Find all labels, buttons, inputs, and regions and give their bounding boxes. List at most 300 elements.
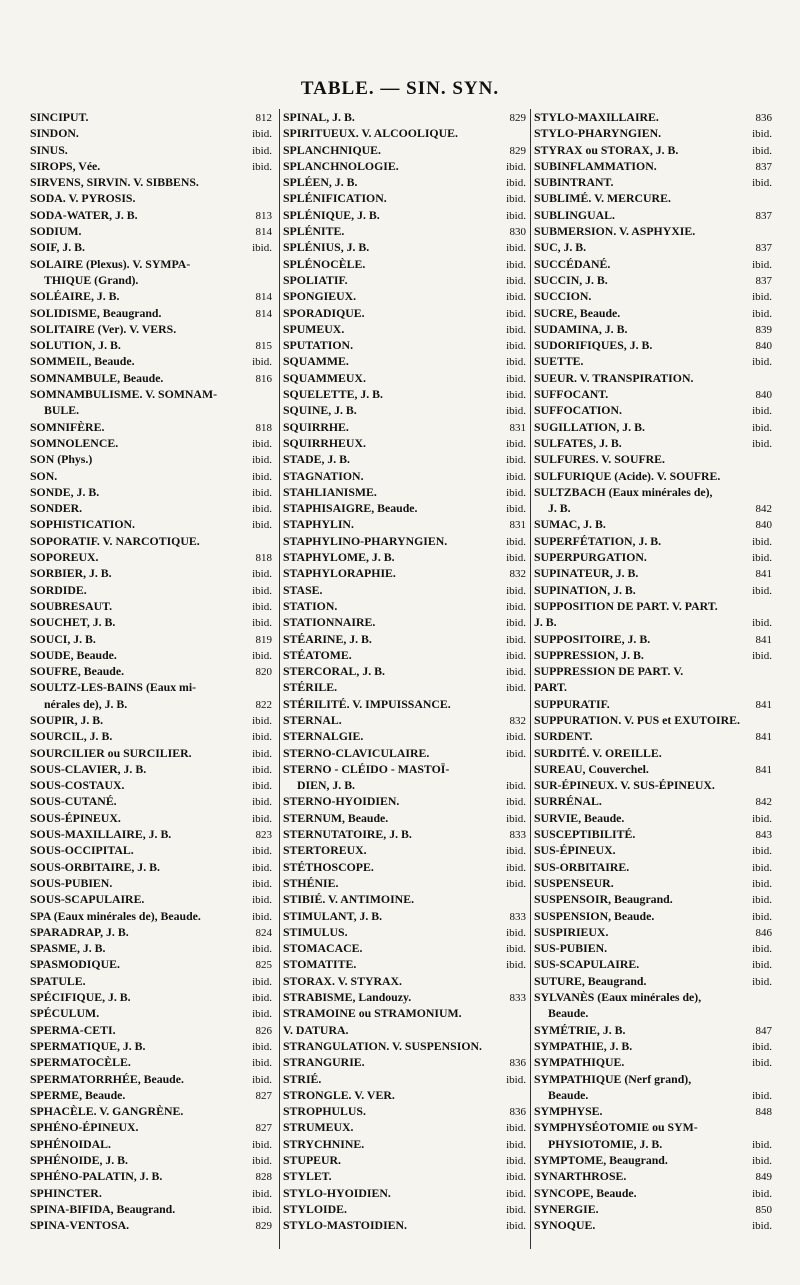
entry-page: ibid. xyxy=(506,454,526,467)
entry-term: STERNO - CLÉIDO - MASTOÏ- xyxy=(283,761,450,776)
entry-term: SUBLINGUAL. xyxy=(534,207,615,222)
index-entry xyxy=(30,875,272,891)
index-entry xyxy=(283,1071,526,1087)
entry-page: ibid. xyxy=(506,209,526,222)
entry-term: SIROPS, Vée. xyxy=(30,158,101,173)
index-entry xyxy=(283,533,526,549)
entry-page: ibid. xyxy=(506,617,526,630)
index-entry xyxy=(534,956,772,972)
entry-page: ibid. xyxy=(752,291,772,304)
entry-term: STHÉNIE. xyxy=(283,875,339,890)
entry-term: SOULTZ-LES-BAINS (Eaux mi- xyxy=(30,680,197,695)
entry-term: SORDIDE. xyxy=(30,582,87,597)
entry-page: ibid. xyxy=(252,617,272,630)
entry-term: SURRÉNAL. xyxy=(534,794,602,809)
entry-page: ibid. xyxy=(752,617,772,630)
entry-term: SUTURE, Beaugrand. xyxy=(534,973,647,988)
entry-page: 819 xyxy=(255,633,272,646)
entry-term: SOMNIFÈRE. xyxy=(30,419,105,434)
entry-term: SON (Phys.) xyxy=(30,452,93,467)
entry-term: SPERME, Beaude. xyxy=(30,1087,126,1102)
index-entry xyxy=(283,891,526,907)
index-entry xyxy=(534,1054,772,1070)
entry-term: SUREAU, Couverchel. xyxy=(534,761,649,776)
index-entry xyxy=(283,647,526,663)
entry-page: ibid. xyxy=(506,796,526,809)
entry-term: SQUIRRHE. xyxy=(283,419,349,434)
entry-term: PHYSIOTOMIE, J. B. xyxy=(548,1136,663,1151)
entry-page: ibid. xyxy=(252,731,272,744)
entry-term: SOUS-MAXILLAIRE, J. B. xyxy=(30,827,172,842)
index-entry xyxy=(30,598,272,614)
index-entry xyxy=(30,516,272,532)
index-entry xyxy=(30,239,272,255)
entry-term: STYLO-HYOIDIEN. xyxy=(283,1185,391,1200)
index-entry xyxy=(30,973,272,989)
index-column-1 xyxy=(30,109,272,1249)
entry-term: SPHACÈLE. V. GANGRÈNE. xyxy=(30,1104,184,1119)
entry-term: SUS-ÉPINEUX. xyxy=(534,843,616,858)
index-entry xyxy=(534,940,772,956)
entry-page: 841 xyxy=(755,731,772,744)
entry-term: THIQUE (Grand). xyxy=(44,272,139,287)
entry-term: SPLÉNOCÈLE. xyxy=(283,256,366,271)
index-entry xyxy=(534,1136,772,1152)
entry-term: SPHÉNOIDAL. xyxy=(30,1136,111,1151)
entry-page: ibid. xyxy=(506,291,526,304)
index-entry xyxy=(534,875,772,891)
entry-term: STATIONNAIRE. xyxy=(283,615,376,630)
index-entry xyxy=(283,940,526,956)
entry-term: SUEUR. V. TRANSPIRATION. xyxy=(534,370,694,385)
entry-page: 829 xyxy=(509,112,526,124)
entry-page: ibid. xyxy=(252,747,272,760)
index-entry xyxy=(30,1087,272,1103)
entry-page: ibid. xyxy=(506,1187,526,1200)
entry-term: STAPHYLOME, J. B. xyxy=(283,550,395,565)
entry-term: STERTOREUX. xyxy=(283,843,367,858)
entry-term: SPINAL, J. B. xyxy=(283,110,355,124)
entry-term: STADE, J. B. xyxy=(283,452,350,467)
index-entry xyxy=(283,956,526,972)
index-entry xyxy=(283,582,526,598)
index-entry xyxy=(534,1038,772,1054)
entry-page: ibid. xyxy=(252,992,272,1005)
index-entry xyxy=(534,109,772,125)
index-entry xyxy=(283,924,526,940)
index-entry xyxy=(30,190,272,206)
index-entry xyxy=(30,1054,272,1070)
entry-page: 842 xyxy=(755,503,772,516)
entry-term: SYNARTHROSE. xyxy=(534,1169,627,1184)
entry-term: SPASMODIQUE. xyxy=(30,957,120,972)
entry-term: SULFURIQUE (Acide). V. SOUFRE. xyxy=(534,468,721,483)
entry-page: ibid. xyxy=(752,128,772,141)
entry-term: STÉRILITÉ. V. IMPUISSANCE. xyxy=(283,696,451,711)
entry-term: SPERMATORRHÉE, Beaude. xyxy=(30,1071,184,1086)
index-entry xyxy=(283,1152,526,1168)
index-entry xyxy=(283,174,526,190)
entry-term: V. DATURA. xyxy=(283,1022,349,1037)
entry-term: STAPHYLIN. xyxy=(283,517,354,532)
index-entry xyxy=(534,500,772,516)
entry-page: ibid. xyxy=(752,910,772,923)
entry-page: ibid. xyxy=(506,845,526,858)
entry-page: 826 xyxy=(255,1024,272,1037)
entry-page: 848 xyxy=(755,1106,772,1119)
entry-page: ibid. xyxy=(506,242,526,255)
entry-term: Beaude. xyxy=(548,1006,589,1021)
entry-term: SUPERPURGATION. xyxy=(534,550,647,565)
entry-term: STAHLIANISME. xyxy=(283,484,377,499)
entry-term: STERNUM, Beaude. xyxy=(283,810,389,825)
index-entry xyxy=(30,337,272,353)
index-entry xyxy=(30,565,272,581)
index-entry xyxy=(30,1119,272,1135)
index-entry xyxy=(30,500,272,516)
entry-term: SOMNOLENCE. xyxy=(30,435,119,450)
index-entry xyxy=(534,614,772,630)
index-entry xyxy=(534,663,772,679)
index-entry xyxy=(30,207,272,223)
entry-term: SUFFOCATION. xyxy=(534,403,622,418)
index-entry xyxy=(283,484,526,500)
index-entry xyxy=(30,174,272,190)
entry-term: SOUCI, J. B. xyxy=(30,631,96,646)
index-entry xyxy=(30,745,272,761)
entry-term: STRUMEUX. xyxy=(283,1120,354,1135)
entry-page: 814 xyxy=(255,307,272,320)
entry-term: SPINA-VENTOSA. xyxy=(30,1218,130,1233)
entry-page: ibid. xyxy=(506,1122,526,1135)
entry-term: DIEN, J. B. xyxy=(297,778,356,793)
entry-page: ibid. xyxy=(506,747,526,760)
index-entry xyxy=(30,1022,272,1038)
index-entry xyxy=(30,1071,272,1087)
index-entry xyxy=(283,305,526,321)
entry-page: 827 xyxy=(255,1122,272,1135)
index-entry xyxy=(534,1071,772,1087)
index-entry xyxy=(30,533,272,549)
index-entry xyxy=(30,810,272,826)
entry-page: 812 xyxy=(255,112,272,124)
entry-page: ibid. xyxy=(252,356,272,369)
index-entry xyxy=(534,353,772,369)
entry-term: SUBMERSION. V. ASPHYXIE. xyxy=(534,224,696,239)
index-entry xyxy=(30,256,272,272)
entry-term: STYLO-MAXILLAIRE. xyxy=(534,110,659,124)
index-entry xyxy=(534,696,772,712)
entry-page: ibid. xyxy=(506,323,526,336)
entry-term: PART. xyxy=(534,680,567,695)
entry-page: 813 xyxy=(255,209,272,222)
index-entry xyxy=(283,239,526,255)
entry-page: 831 xyxy=(509,421,526,434)
entry-page: ibid. xyxy=(752,535,772,548)
entry-term: STÉARINE, J. B. xyxy=(283,631,372,646)
index-entry xyxy=(30,891,272,907)
index-entry xyxy=(30,451,272,467)
entry-term: SURDITÉ. V. OREILLE. xyxy=(534,745,662,760)
entry-term: STYLO-MASTOIDIEN. xyxy=(283,1218,408,1233)
entry-term: SOUS-ÉPINEUX. xyxy=(30,810,121,825)
index-entry xyxy=(30,793,272,809)
entry-term: SULTZBACH (Eaux minérales de), xyxy=(534,484,713,499)
entry-term: SOUCHET, J. B. xyxy=(30,615,116,630)
index-entry xyxy=(534,451,772,467)
entry-page: ibid. xyxy=(752,144,772,157)
entry-term: SPORADIQUE. xyxy=(283,305,365,320)
entry-term: SUPPURATIF. xyxy=(534,696,610,711)
entry-page: ibid. xyxy=(752,356,772,369)
entry-term: SOPORATIF. V. NARCOTIQUE. xyxy=(30,533,200,548)
entry-term: SQUAMME. xyxy=(283,354,349,369)
entry-term: SUS-PUBIEN. xyxy=(534,941,608,956)
entry-term: BULE. xyxy=(44,403,80,418)
entry-page: ibid. xyxy=(752,959,772,972)
index-entry xyxy=(283,207,526,223)
entry-term: SUBLIMÉ. V. MERCURE. xyxy=(534,191,671,206)
index-entry xyxy=(534,516,772,532)
entry-term: STRIÉ. xyxy=(283,1071,322,1086)
index-entry xyxy=(534,190,772,206)
entry-term: SOLIDISME, Beaugrand. xyxy=(30,305,162,320)
index-entry xyxy=(30,696,272,712)
index-entry xyxy=(534,810,772,826)
index-entry xyxy=(283,614,526,630)
entry-page: ibid. xyxy=(752,894,772,907)
entry-term: SQUELETTE, J. B. xyxy=(283,387,383,402)
entry-page: 839 xyxy=(755,323,772,336)
entry-page: 840 xyxy=(755,519,772,532)
entry-term: SPONGIEUX. xyxy=(283,289,357,304)
index-entry xyxy=(534,712,772,728)
index-entry xyxy=(534,288,772,304)
index-entry xyxy=(534,484,772,500)
index-entry xyxy=(534,223,772,239)
entry-term: SPINA-BIFIDA, Beaugrand. xyxy=(30,1201,176,1216)
entry-page: 823 xyxy=(255,829,272,842)
entry-page: ibid. xyxy=(506,943,526,956)
entry-page: 837 xyxy=(755,274,772,287)
index-entry xyxy=(30,288,272,304)
entry-term: SOLUTION, J. B. xyxy=(30,338,121,353)
entry-term: J. B. xyxy=(548,501,571,516)
entry-term: SUSPENSION, Beaude. xyxy=(534,908,655,923)
entry-term: SUS-ORBITAIRE. xyxy=(534,859,630,874)
entry-page: ibid. xyxy=(752,258,772,271)
index-entry xyxy=(283,158,526,174)
entry-term: SULFATES, J. B. xyxy=(534,435,622,450)
entry-page: ibid. xyxy=(506,503,526,516)
entry-page: ibid. xyxy=(506,160,526,173)
entry-term: SYMPHYSE. xyxy=(534,1104,603,1119)
entry-page: ibid. xyxy=(506,307,526,320)
entry-term: SPHÉNOIDE, J. B. xyxy=(30,1153,128,1167)
entry-term: SOURCIL, J. B. xyxy=(30,729,113,744)
entry-page: ibid. xyxy=(252,584,272,597)
index-entry xyxy=(283,875,526,891)
entry-term: STIMULANT, J. B. xyxy=(283,908,383,923)
entry-term: SPARADRAP, J. B. xyxy=(30,924,129,939)
entry-term: SPHÉNO-ÉPINEUX. xyxy=(30,1120,139,1135)
entry-term: SOMNAMBULISME. V. SOMNAM- xyxy=(30,387,218,402)
index-entry xyxy=(30,549,272,565)
index-entry xyxy=(534,402,772,418)
entry-page: 832 xyxy=(509,568,526,581)
entry-page: ibid. xyxy=(506,193,526,206)
index-entry xyxy=(534,1217,772,1233)
entry-term: SYMPTOME, Beaugrand. xyxy=(534,1153,668,1167)
entry-term: STROPHULUS. xyxy=(283,1104,366,1119)
entry-term: SYLVANÈS (Eaux minérales de), xyxy=(534,990,702,1005)
entry-page: ibid. xyxy=(506,437,526,450)
entry-page: 815 xyxy=(255,340,272,353)
entry-term: SUR-ÉPINEUX. V. SUS-ÉPINEUX. xyxy=(534,778,715,793)
entry-term: nérales de), J. B. xyxy=(44,696,128,711)
index-entry xyxy=(283,745,526,761)
entry-page: 828 xyxy=(255,1171,272,1184)
entry-term: SUPINATION, J. B. xyxy=(534,582,636,597)
entry-term: SYNERGIE. xyxy=(534,1201,599,1216)
entry-page: 829 xyxy=(509,144,526,157)
entry-term: SUSPIRIEUX. xyxy=(534,924,609,939)
entry-term: SPASME, J. B. xyxy=(30,941,106,956)
index-entry xyxy=(30,712,272,728)
index-entry xyxy=(283,793,526,809)
entry-term: SQUINE, J. B. xyxy=(283,403,357,418)
entry-term: SINUS. xyxy=(30,142,68,157)
entry-term: SINDON. xyxy=(30,126,79,141)
entry-page: 818 xyxy=(255,421,272,434)
entry-page: ibid. xyxy=(252,649,272,662)
entry-term: Beaude. xyxy=(548,1087,589,1102)
entry-term: SPLANCHNOLOGIE. xyxy=(283,158,399,173)
entry-term: SON. xyxy=(30,468,58,483)
index-entry xyxy=(283,223,526,239)
index-entry xyxy=(534,973,772,989)
index-entry xyxy=(30,321,272,337)
index-entry xyxy=(30,826,272,842)
index-entry xyxy=(30,663,272,679)
entry-page: 814 xyxy=(255,291,272,304)
entry-term: SPLÉNIUS, J. B. xyxy=(283,240,370,255)
entry-term: SUC, J. B. xyxy=(534,240,587,255)
index-column-2 xyxy=(279,109,526,1249)
entry-page: ibid. xyxy=(752,584,772,597)
index-entry xyxy=(534,305,772,321)
entry-term: SUSCEPTIBILITÉ. xyxy=(534,827,636,842)
entry-page: ibid. xyxy=(752,861,772,874)
entry-term: SOMMEIL, Beaude. xyxy=(30,354,135,369)
entry-page: ibid. xyxy=(506,340,526,353)
index-entry xyxy=(283,728,526,744)
index-entry xyxy=(283,1103,526,1119)
index-entry xyxy=(30,142,272,158)
index-entry xyxy=(30,728,272,744)
index-entry xyxy=(283,908,526,924)
entry-page: ibid. xyxy=(252,845,272,858)
index-entry xyxy=(30,1217,272,1233)
entry-page: ibid. xyxy=(506,372,526,385)
index-entry xyxy=(283,288,526,304)
index-entry xyxy=(534,908,772,924)
index-entry xyxy=(283,565,526,581)
index-entry xyxy=(534,321,772,337)
entry-page: ibid. xyxy=(752,943,772,956)
entry-page: ibid. xyxy=(752,405,772,418)
index-entry xyxy=(30,859,272,875)
index-entry xyxy=(283,989,526,1005)
entry-term: SUDORIFIQUES, J. B. xyxy=(534,338,653,353)
index-entry xyxy=(283,1217,526,1233)
entry-term: SURDENT. xyxy=(534,729,593,744)
index-entry xyxy=(283,1087,526,1103)
entry-term: J. B. xyxy=(534,615,557,630)
entry-term: STERCORAL, J. B. xyxy=(283,664,385,679)
index-entry xyxy=(534,1185,772,1201)
entry-page: 849 xyxy=(755,1171,772,1184)
entry-page: ibid. xyxy=(252,1008,272,1021)
index-entry xyxy=(283,190,526,206)
index-entry xyxy=(283,1136,526,1152)
index-entry xyxy=(30,842,272,858)
index-entry xyxy=(534,826,772,842)
entry-term: SPUMEUX. xyxy=(283,321,345,336)
entry-page: ibid. xyxy=(506,177,526,190)
entry-page: 841 xyxy=(755,763,772,776)
entry-term: SPIRITUEUX. V. ALCOOLIQUE. xyxy=(283,126,458,141)
entry-term: SYNOQUE. xyxy=(534,1218,596,1233)
index-entry xyxy=(534,598,772,614)
index-entry xyxy=(283,1038,526,1054)
index-entry xyxy=(283,663,526,679)
entry-term: SODA-WATER, J. B. xyxy=(30,207,138,222)
entry-term: SYMPHYSÉOTOMIE ou SYM- xyxy=(534,1120,698,1135)
entry-term: SUBINFLAMMATION. xyxy=(534,158,657,173)
entry-page: 843 xyxy=(755,829,772,842)
index-entry xyxy=(534,989,772,1005)
entry-term: STRABISME, Landouzy. xyxy=(283,990,412,1005)
entry-page: ibid. xyxy=(252,780,272,793)
entry-page: 836 xyxy=(509,1106,526,1119)
entry-page: ibid. xyxy=(752,1155,772,1167)
entry-term: SUCRE, Beaude. xyxy=(534,305,621,320)
index-entry xyxy=(534,370,772,386)
entry-page: 841 xyxy=(755,633,772,646)
entry-page: ibid. xyxy=(506,959,526,972)
index-entry xyxy=(534,859,772,875)
entry-term: SUPPOSITOIRE, J. B. xyxy=(534,631,651,646)
entry-term: STASE. xyxy=(283,582,323,597)
entry-term: STOMATITE. xyxy=(283,957,357,972)
entry-term: SULFURES. V. SOUFRE. xyxy=(534,452,666,467)
entry-term: SUCCIN, J. B. xyxy=(534,272,608,287)
entry-term: SOUS-ORBITAIRE, J. B. xyxy=(30,859,160,874)
index-entry xyxy=(534,419,772,435)
entry-page: 836 xyxy=(755,112,772,124)
entry-page: ibid. xyxy=(252,763,272,776)
entry-page: 830 xyxy=(509,226,526,239)
index-entry xyxy=(534,1103,772,1119)
entry-page: ibid. xyxy=(506,1203,526,1216)
entry-page: 837 xyxy=(755,209,772,222)
entry-term: SPÉCIFIQUE, J. B. xyxy=(30,990,131,1005)
entry-page: ibid. xyxy=(506,584,526,597)
entry-term: SOMNAMBULE, Beaude. xyxy=(30,370,164,385)
entry-page: 840 xyxy=(755,389,772,402)
entry-page: 831 xyxy=(509,519,526,532)
